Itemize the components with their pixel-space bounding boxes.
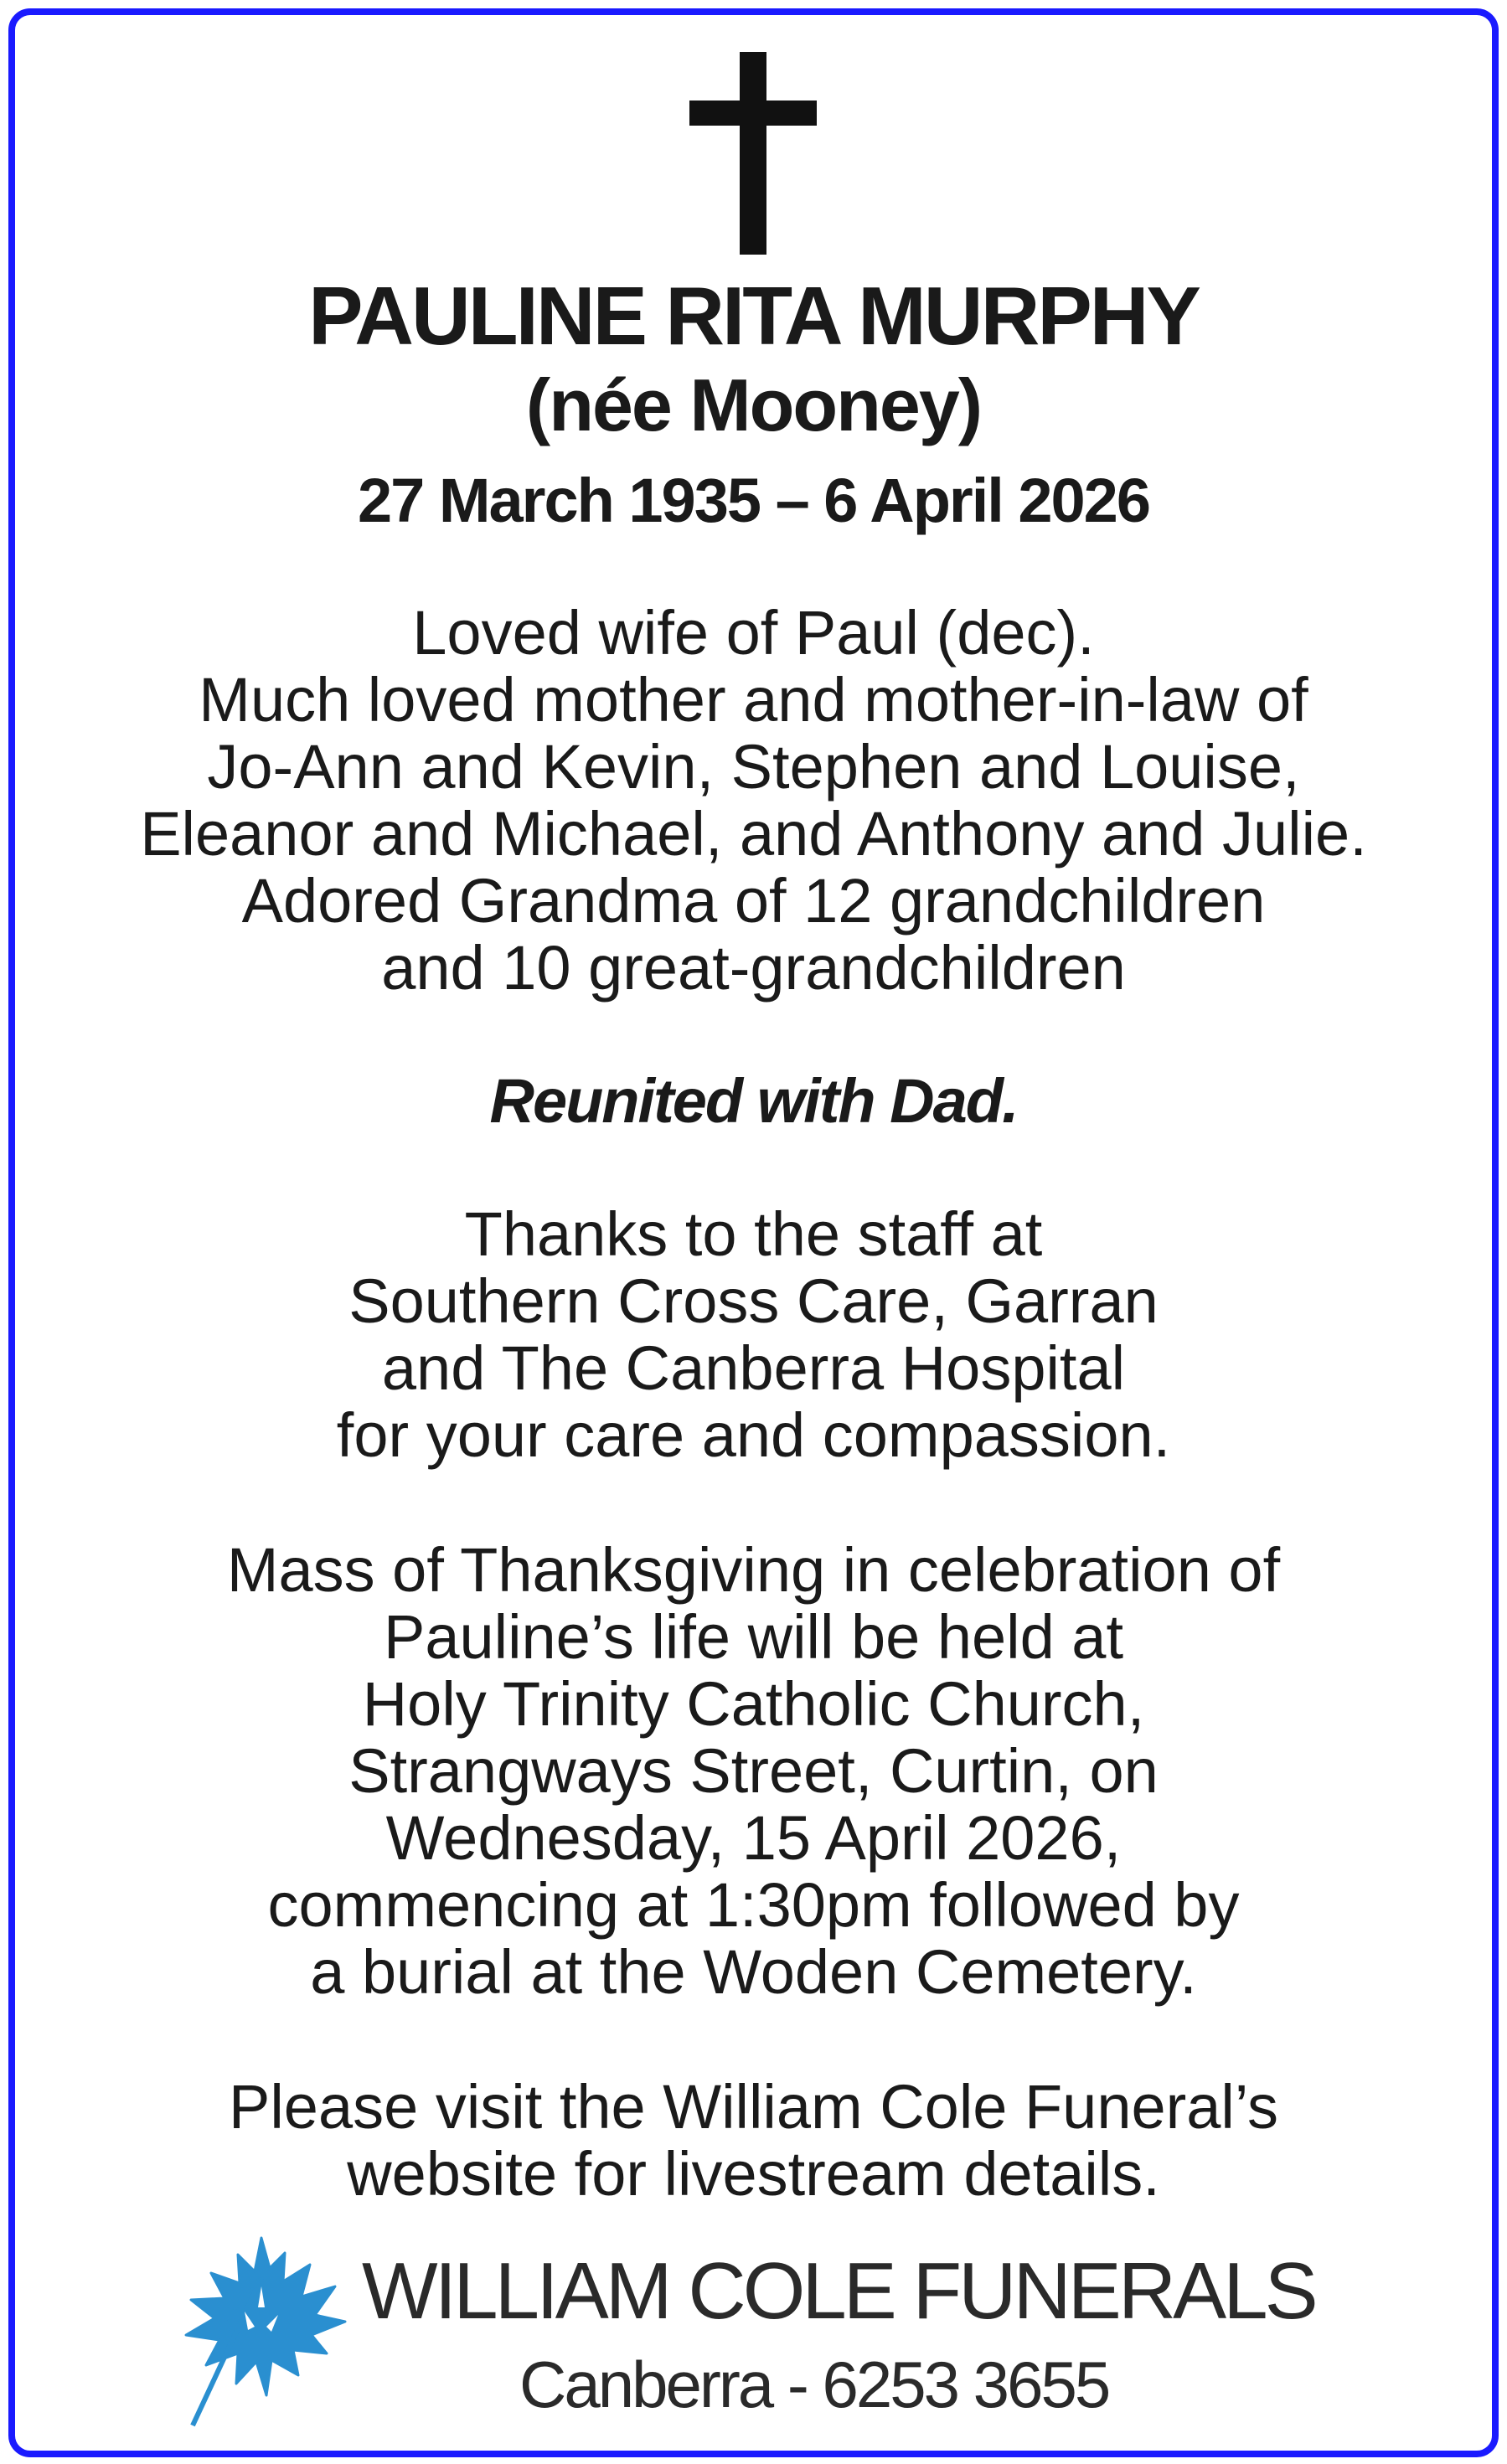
family-line: and 10 great-grandchildren xyxy=(381,933,1126,1003)
maiden-name: (née Mooney) xyxy=(525,363,982,446)
service-paragraph xyxy=(0,1537,1507,2006)
thanks-line: for your care and compassion. xyxy=(336,1400,1171,1470)
reunited-line: Reunited with Dad. xyxy=(489,1066,1018,1136)
family-paragraph xyxy=(0,600,1507,1002)
thanks-line: Southern Cross Care, Garran xyxy=(348,1266,1159,1336)
cross-icon xyxy=(689,52,817,255)
family-line: Much loved mother and mother-in-law of xyxy=(199,665,1308,735)
service-line: a burial at the Woden Cemetery. xyxy=(310,1937,1197,2007)
logo-company-name: WILLIAM COLE FUNERALS xyxy=(362,2246,1315,2336)
service-line: Holy Trinity Catholic Church, xyxy=(362,1669,1145,1739)
service-line: Strangways Street, Curtin, on xyxy=(348,1736,1159,1806)
logo-phone-line: Canberra - 6253 3655 xyxy=(519,2348,1109,2421)
thanks-line: Thanks to the staff at xyxy=(464,1199,1043,1269)
family-line: Jo-Ann and Kevin, Stephen and Louise, xyxy=(207,732,1300,802)
funeral-home-logo xyxy=(168,2228,1374,2437)
family-line: Loved wife of Paul (dec). xyxy=(412,598,1095,668)
service-line: Pauline’s life will be held at xyxy=(383,1602,1124,1672)
service-line: Wednesday, 15 April 2026, xyxy=(385,1803,1122,1873)
life-dates: 27 March 1935 – 6 April 2026 xyxy=(358,466,1149,535)
service-line: commencing at 1:30pm followed by xyxy=(267,1870,1240,1940)
service-line: Mass of Thanksgiving in celebration of xyxy=(226,1535,1281,1605)
family-line: Eleanor and Michael, and Anthony and Julie. xyxy=(140,799,1367,869)
maple-leaf-icon xyxy=(168,2228,352,2437)
thanks-line: and The Canberra Hospital xyxy=(381,1333,1126,1403)
livestream-line: Please visit the William Cole Funeral’s xyxy=(229,2072,1278,2142)
family-line: Adored Grandma of 12 grandchildren xyxy=(241,866,1266,936)
thanks-paragraph xyxy=(0,1201,1507,1469)
deceased-name: PAULINE RITA MURPHY xyxy=(308,270,1199,362)
livestream-paragraph xyxy=(0,2074,1507,2208)
livestream-line: website for livestream details. xyxy=(347,2139,1160,2209)
